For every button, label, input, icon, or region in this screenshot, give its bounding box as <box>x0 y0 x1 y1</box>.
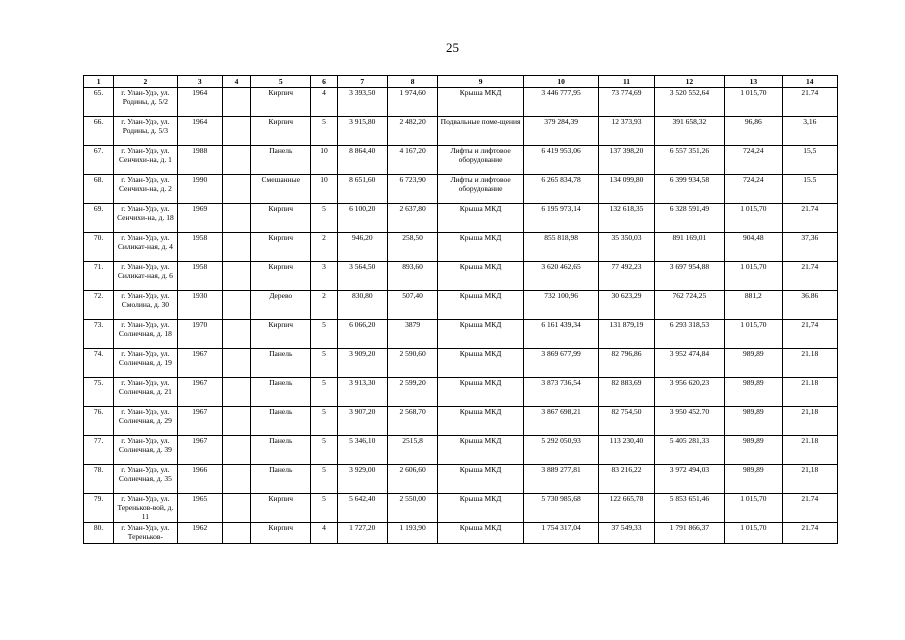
column-10-cell: 3 889 277,81 <box>523 465 599 494</box>
area-cell: 8 864,40 <box>337 146 387 175</box>
row-number-cell: 66. <box>84 117 114 146</box>
column-11-cell: 35 350,03 <box>599 233 654 262</box>
year-cell: 1962 <box>177 523 222 544</box>
area-2-cell: 4 167,20 <box>387 146 437 175</box>
column-12-cell: 3 972 494,03 <box>654 465 724 494</box>
column-14-cell: 21.18 <box>782 349 837 378</box>
column-14-cell: 21.18 <box>782 378 837 407</box>
column-13-cell: 1 015,70 <box>725 523 782 544</box>
material-cell: Кирпич <box>251 117 311 146</box>
column-header: 2 <box>114 76 177 88</box>
area-2-cell: 2 568,70 <box>387 407 437 436</box>
work-type-cell: Крыша МКД <box>438 204 524 233</box>
table-row <box>84 407 838 436</box>
column-14-cell: 21.74 <box>782 204 837 233</box>
row-number-cell: 68. <box>84 175 114 204</box>
floors-cell: 5 <box>311 204 337 233</box>
column-11-cell: 82 796,86 <box>599 349 654 378</box>
row-number-cell: 65. <box>84 88 114 117</box>
column-4-cell <box>222 117 250 146</box>
table-row <box>84 378 838 407</box>
row-number-cell: 70. <box>84 233 114 262</box>
row-number-cell: 69. <box>84 204 114 233</box>
table-row <box>84 465 838 494</box>
floors-cell: 5 <box>311 436 337 465</box>
address-cell: г. Улан-Удэ, ул. Тереньков- <box>114 523 177 544</box>
address-cell: г. Улан-Удэ, ул. Солнечная, д. 39 <box>114 436 177 465</box>
year-cell: 1988 <box>177 146 222 175</box>
column-12-cell: 891 169,01 <box>654 233 724 262</box>
column-12-cell: 3 697 954,88 <box>654 262 724 291</box>
address-cell: г. Улан-Удэ, ул. Силикат-ная, д. 6 <box>114 262 177 291</box>
floors-cell: 10 <box>311 175 337 204</box>
table-row <box>84 233 838 262</box>
address-cell: г. Улан-Удэ, ул. Смолина, д. 30 <box>114 291 177 320</box>
floors-cell: 10 <box>311 146 337 175</box>
area-cell: 5 346,10 <box>337 436 387 465</box>
floors-cell: 5 <box>311 465 337 494</box>
material-cell: Кирпич <box>251 523 311 544</box>
year-cell: 1990 <box>177 175 222 204</box>
work-type-cell: Крыша МКД <box>438 465 524 494</box>
column-13-cell: 1 015,70 <box>725 320 782 349</box>
year-cell: 1958 <box>177 233 222 262</box>
column-12-cell: 6 557 351,26 <box>654 146 724 175</box>
housing-repair-table <box>83 75 838 544</box>
work-type-cell: Крыша МКД <box>438 88 524 117</box>
column-4-cell <box>222 407 250 436</box>
column-4-cell <box>222 378 250 407</box>
work-type-cell: Крыша МКД <box>438 320 524 349</box>
row-number-cell: 76. <box>84 407 114 436</box>
area-cell: 6 100,20 <box>337 204 387 233</box>
column-12-cell: 6 399 934,58 <box>654 175 724 204</box>
column-14-cell: 15,5 <box>782 146 837 175</box>
column-12-cell: 3 956 620,23 <box>654 378 724 407</box>
floors-cell: 4 <box>311 88 337 117</box>
table-row <box>84 436 838 465</box>
column-header: 13 <box>725 76 782 88</box>
column-header: 3 <box>177 76 222 88</box>
material-cell: Панель <box>251 378 311 407</box>
address-cell: г. Улан-Удэ, ул. Солнечная, д. 18 <box>114 320 177 349</box>
floors-cell: 5 <box>311 320 337 349</box>
year-cell: 1930 <box>177 291 222 320</box>
column-11-cell: 77 492,23 <box>599 262 654 291</box>
address-cell: г. Улан-Удэ, ул. Силикат-ная, д. 4 <box>114 233 177 262</box>
column-11-cell: 132 618,35 <box>599 204 654 233</box>
year-cell: 1970 <box>177 320 222 349</box>
work-type-cell: Крыша МКД <box>438 291 524 320</box>
column-4-cell <box>222 291 250 320</box>
column-11-cell: 113 230,40 <box>599 436 654 465</box>
area-cell: 3 907,20 <box>337 407 387 436</box>
column-11-cell: 134 099,80 <box>599 175 654 204</box>
year-cell: 1964 <box>177 88 222 117</box>
column-4-cell <box>222 146 250 175</box>
area-2-cell: 507,40 <box>387 291 437 320</box>
address-cell: г. Улан-Удэ, ул. Тереньков-вой, д. 11 <box>114 494 177 523</box>
material-cell: Кирпич <box>251 494 311 523</box>
column-header: 4 <box>222 76 250 88</box>
work-type-cell: Крыша МКД <box>438 436 524 465</box>
area-cell: 8 651,60 <box>337 175 387 204</box>
work-type-cell: Крыша МКД <box>438 349 524 378</box>
column-13-cell: 904,48 <box>725 233 782 262</box>
material-cell: Смешанные <box>251 175 311 204</box>
column-11-cell: 12 373,93 <box>599 117 654 146</box>
column-12-cell: 6 328 591,49 <box>654 204 724 233</box>
column-12-cell: 3 950 452.70 <box>654 407 724 436</box>
area-cell: 5 642,40 <box>337 494 387 523</box>
row-number-cell: 80. <box>84 523 114 544</box>
column-14-cell: 21,74 <box>782 320 837 349</box>
area-cell: 3 929,00 <box>337 465 387 494</box>
table-row <box>84 494 838 523</box>
area-2-cell: 2 590,60 <box>387 349 437 378</box>
column-10-cell: 3 873 736,54 <box>523 378 599 407</box>
year-cell: 1967 <box>177 349 222 378</box>
column-11-cell: 73 774,69 <box>599 88 654 117</box>
area-2-cell: 893,60 <box>387 262 437 291</box>
column-4-cell <box>222 320 250 349</box>
header-row <box>84 76 838 88</box>
work-type-cell: Крыша МКД <box>438 494 524 523</box>
year-cell: 1964 <box>177 117 222 146</box>
table-row <box>84 349 838 378</box>
material-cell: Кирпич <box>251 262 311 291</box>
address-cell: г. Улан-Удэ, ул. Сенчихи-на, д. 1 <box>114 146 177 175</box>
column-10-cell: 3 869 677,99 <box>523 349 599 378</box>
table-row <box>84 320 838 349</box>
column-14-cell: 3,16 <box>782 117 837 146</box>
work-type-cell: Подвальные поме-щения <box>438 117 524 146</box>
column-header: 9 <box>438 76 524 88</box>
column-10-cell: 6 161 439,34 <box>523 320 599 349</box>
area-2-cell: 2515,8 <box>387 436 437 465</box>
year-cell: 1958 <box>177 262 222 291</box>
column-4-cell <box>222 523 250 544</box>
row-number-cell: 74. <box>84 349 114 378</box>
address-cell: г. Улан-Удэ, ул. Солнечная, д. 21 <box>114 378 177 407</box>
column-4-cell <box>222 349 250 378</box>
column-4-cell <box>222 175 250 204</box>
column-4-cell <box>222 204 250 233</box>
column-13-cell: 1 015,70 <box>725 204 782 233</box>
year-cell: 1967 <box>177 378 222 407</box>
area-cell: 3 564,50 <box>337 262 387 291</box>
row-number-cell: 73. <box>84 320 114 349</box>
table-row <box>84 117 838 146</box>
column-header: 7 <box>337 76 387 88</box>
year-cell: 1969 <box>177 204 222 233</box>
column-13-cell: 1 015,70 <box>725 262 782 291</box>
column-14-cell: 36.86 <box>782 291 837 320</box>
area-cell: 6 066,20 <box>337 320 387 349</box>
area-cell: 3 393,50 <box>337 88 387 117</box>
table-row <box>84 88 838 117</box>
column-14-cell: 21.18 <box>782 436 837 465</box>
work-type-cell: Лифты и лифтовое оборудование <box>438 175 524 204</box>
material-cell: Панель <box>251 407 311 436</box>
area-2-cell: 2 482,20 <box>387 117 437 146</box>
area-cell: 3 909,20 <box>337 349 387 378</box>
material-cell: Кирпич <box>251 88 311 117</box>
column-4-cell <box>222 262 250 291</box>
column-12-cell: 5 405 281,33 <box>654 436 724 465</box>
floors-cell: 5 <box>311 494 337 523</box>
page-number: 25 <box>446 40 459 55</box>
area-2-cell: 3879 <box>387 320 437 349</box>
table-row <box>84 204 838 233</box>
floors-cell: 3 <box>311 262 337 291</box>
row-number-cell: 72. <box>84 291 114 320</box>
area-cell: 3 913,30 <box>337 378 387 407</box>
floors-cell: 5 <box>311 349 337 378</box>
row-number-cell: 71. <box>84 262 114 291</box>
address-cell: г. Улан-Удэ, ул. Солнечная, д. 19 <box>114 349 177 378</box>
column-4-cell <box>222 494 250 523</box>
area-cell: 946,20 <box>337 233 387 262</box>
column-10-cell: 3 867 698,21 <box>523 407 599 436</box>
address-cell: г. Улан-Удэ, ул. Сенчихи-на, д. 2 <box>114 175 177 204</box>
column-14-cell: 21.74 <box>782 494 837 523</box>
floors-cell: 5 <box>311 407 337 436</box>
floors-cell: 5 <box>311 117 337 146</box>
area-2-cell: 2 599,20 <box>387 378 437 407</box>
column-10-cell: 1 754 317,04 <box>523 523 599 544</box>
column-header: 11 <box>599 76 654 88</box>
column-13-cell: 724,24 <box>725 146 782 175</box>
address-cell: г. Улан-Удэ, ул. Сенчихи-на, д. 18 <box>114 204 177 233</box>
column-13-cell: 989,89 <box>725 436 782 465</box>
column-10-cell: 855 818,98 <box>523 233 599 262</box>
column-13-cell: 989,89 <box>725 378 782 407</box>
work-type-cell: Крыша МКД <box>438 407 524 436</box>
material-cell: Дерево <box>251 291 311 320</box>
column-12-cell: 762 724,25 <box>654 291 724 320</box>
column-11-cell: 131 879,19 <box>599 320 654 349</box>
column-10-cell: 6 195 973,14 <box>523 204 599 233</box>
column-14-cell: 15.5 <box>782 175 837 204</box>
column-header: 6 <box>311 76 337 88</box>
area-cell: 3 915,80 <box>337 117 387 146</box>
area-2-cell: 1 974,60 <box>387 88 437 117</box>
column-header: 8 <box>387 76 437 88</box>
table-row <box>84 523 838 544</box>
column-14-cell: 21,18 <box>782 407 837 436</box>
work-type-cell: Крыша МКД <box>438 523 524 544</box>
address-cell: г. Улан-Удэ, ул. Солнечная, д. 35 <box>114 465 177 494</box>
floors-cell: 4 <box>311 523 337 544</box>
column-header: 5 <box>251 76 311 88</box>
column-13-cell: 989,89 <box>725 349 782 378</box>
column-14-cell: 21.74 <box>782 88 837 117</box>
column-4-cell <box>222 465 250 494</box>
material-cell: Кирпич <box>251 320 311 349</box>
year-cell: 1965 <box>177 494 222 523</box>
area-2-cell: 6 723,90 <box>387 175 437 204</box>
material-cell: Панель <box>251 146 311 175</box>
year-cell: 1967 <box>177 407 222 436</box>
column-4-cell <box>222 436 250 465</box>
column-14-cell: 37,36 <box>782 233 837 262</box>
column-13-cell: 1 015,70 <box>725 88 782 117</box>
work-type-cell: Крыша МКД <box>438 233 524 262</box>
area-2-cell: 1 193,90 <box>387 523 437 544</box>
column-10-cell: 3 446 777,95 <box>523 88 599 117</box>
column-11-cell: 83 216,22 <box>599 465 654 494</box>
column-header: 10 <box>523 76 599 88</box>
column-13-cell: 1 015,70 <box>725 494 782 523</box>
address-cell: г. Улан-Удэ, ул. Родины, д. 5/2 <box>114 88 177 117</box>
area-2-cell: 258,50 <box>387 233 437 262</box>
year-cell: 1967 <box>177 436 222 465</box>
area-cell: 830,80 <box>337 291 387 320</box>
column-14-cell: 21,18 <box>782 465 837 494</box>
column-header: 1 <box>84 76 114 88</box>
column-12-cell: 3 952 474,84 <box>654 349 724 378</box>
floors-cell: 2 <box>311 233 337 262</box>
material-cell: Панель <box>251 465 311 494</box>
column-13-cell: 989,89 <box>725 465 782 494</box>
column-14-cell: 21.74 <box>782 523 837 544</box>
row-number-cell: 79. <box>84 494 114 523</box>
column-10-cell: 5 292 050,93 <box>523 436 599 465</box>
address-cell: г. Улан-Удэ, ул. Родины, д. 5/3 <box>114 117 177 146</box>
column-4-cell <box>222 233 250 262</box>
column-12-cell: 6 293 318,53 <box>654 320 724 349</box>
work-type-cell: Лифты и лифтовое оборудование <box>438 146 524 175</box>
column-14-cell: 21.74 <box>782 262 837 291</box>
table-row <box>84 291 838 320</box>
column-11-cell: 30 623,29 <box>599 291 654 320</box>
column-12-cell: 5 853 651,46 <box>654 494 724 523</box>
column-12-cell: 1 791 866,37 <box>654 523 724 544</box>
column-header: 12 <box>654 76 724 88</box>
column-11-cell: 82 883,69 <box>599 378 654 407</box>
area-2-cell: 2 606,60 <box>387 465 437 494</box>
column-10-cell: 6 419 953,06 <box>523 146 599 175</box>
column-10-cell: 3 620 462,65 <box>523 262 599 291</box>
column-4-cell <box>222 88 250 117</box>
year-cell: 1966 <box>177 465 222 494</box>
column-10-cell: 379 284,39 <box>523 117 599 146</box>
material-cell: Панель <box>251 436 311 465</box>
column-13-cell: 96,86 <box>725 117 782 146</box>
column-13-cell: 881,2 <box>725 291 782 320</box>
material-cell: Кирпич <box>251 204 311 233</box>
column-10-cell: 5 730 985,68 <box>523 494 599 523</box>
column-12-cell: 3 520 552,64 <box>654 88 724 117</box>
address-cell: г. Улан-Удэ, ул. Солнечная, д. 29 <box>114 407 177 436</box>
column-13-cell: 989,89 <box>725 407 782 436</box>
column-11-cell: 37 549,33 <box>599 523 654 544</box>
column-13-cell: 724,24 <box>725 175 782 204</box>
area-2-cell: 2 637,80 <box>387 204 437 233</box>
column-11-cell: 122 665,78 <box>599 494 654 523</box>
column-10-cell: 6 265 834,78 <box>523 175 599 204</box>
table-row <box>84 175 838 204</box>
row-number-cell: 77. <box>84 436 114 465</box>
material-cell: Кирпич <box>251 233 311 262</box>
column-11-cell: 82 754,50 <box>599 407 654 436</box>
work-type-cell: Крыша МКД <box>438 262 524 291</box>
column-11-cell: 137 398,20 <box>599 146 654 175</box>
table-row <box>84 262 838 291</box>
area-cell: 1 727,20 <box>337 523 387 544</box>
floors-cell: 2 <box>311 291 337 320</box>
material-cell: Панель <box>251 349 311 378</box>
column-10-cell: 732 100,96 <box>523 291 599 320</box>
column-12-cell: 391 658,32 <box>654 117 724 146</box>
row-number-cell: 78. <box>84 465 114 494</box>
area-2-cell: 2 550,00 <box>387 494 437 523</box>
work-type-cell: Крыша МКД <box>438 378 524 407</box>
row-number-cell: 67. <box>84 146 114 175</box>
row-number-cell: 75. <box>84 378 114 407</box>
column-header: 14 <box>782 76 837 88</box>
table-row <box>84 146 838 175</box>
floors-cell: 5 <box>311 378 337 407</box>
